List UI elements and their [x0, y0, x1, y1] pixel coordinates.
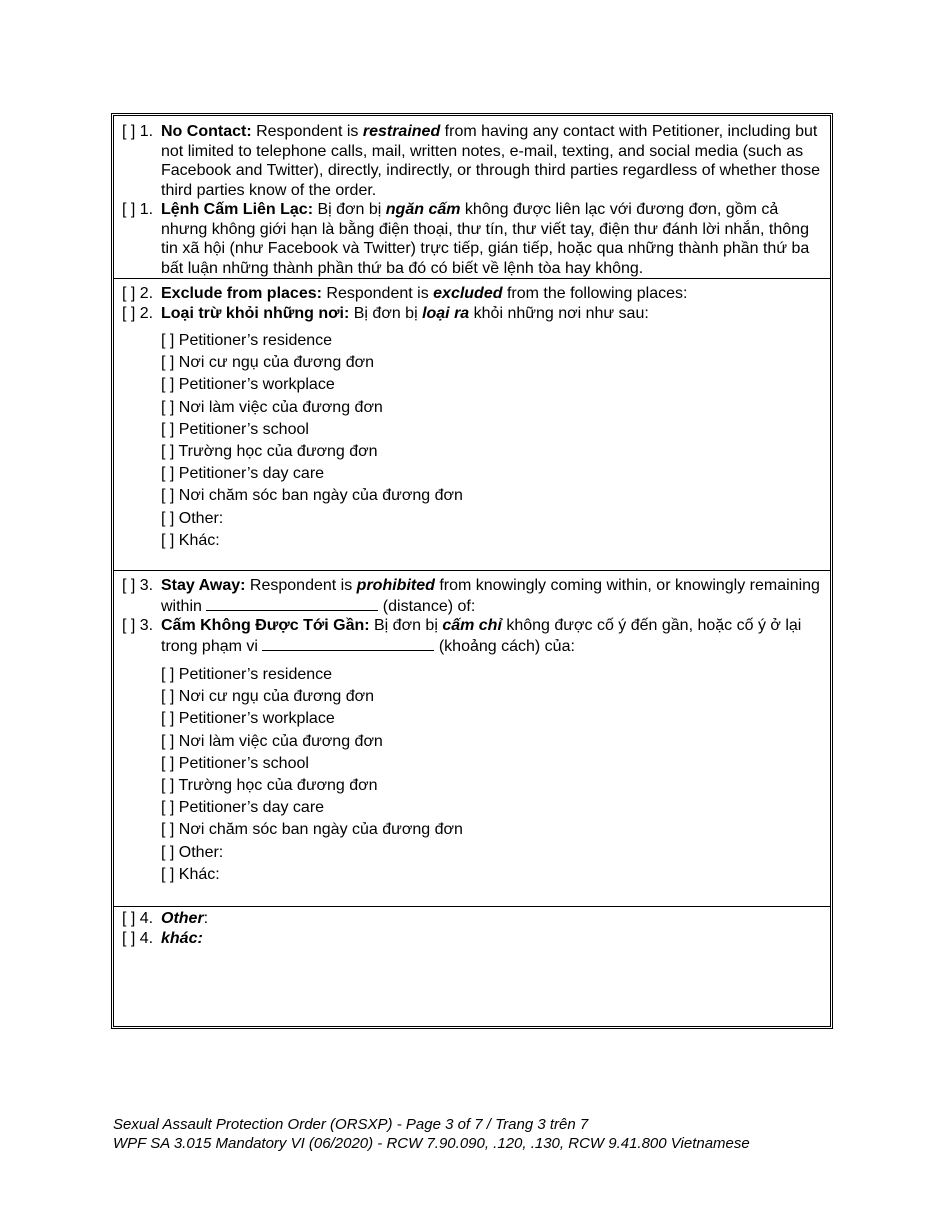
no-contact-title: No Contact:	[161, 123, 252, 140]
text: Respondent is	[251, 123, 363, 140]
checkbox-3-vi[interactable]: [ ] 3.	[122, 617, 154, 634]
checkbox-1-vi[interactable]: [ ] 1.	[122, 201, 154, 218]
no-contact-vietnamese	[122, 200, 824, 278]
place-option[interactable]: [ ] Nơi làm việc của đương đơn	[161, 732, 383, 750]
place-option[interactable]: [ ] Nơi làm việc của đương đơn	[161, 398, 383, 416]
emphasis-restrained: restrained	[362, 123, 441, 140]
place-option[interactable]: [ ] Petitioner’s school	[161, 754, 309, 772]
checkbox-2-en[interactable]: [ ] 2.	[122, 285, 154, 302]
no-contact-english	[122, 122, 824, 200]
place-option[interactable]: [ ] Nơi chăm sóc ban ngày của đương đơn	[161, 821, 463, 839]
checkbox-4-vi[interactable]: [ ] 4.	[122, 929, 154, 947]
text: Bị đơn bị	[369, 617, 443, 634]
footer-form-code: WPF SA 3.015 Mandatory VI (06/2020) - RCW 7.90.090, .120, .130, RCW 9.41.800 Vietnamese	[113, 1135, 750, 1152]
checkbox-3-en[interactable]: [ ] 3.	[122, 577, 154, 594]
place-option[interactable]: [ ] Petitioner’s workplace	[161, 376, 335, 394]
page-footer	[113, 1115, 750, 1153]
section-other	[114, 906, 830, 1026]
checkbox-2-vi[interactable]: [ ] 2.	[122, 304, 154, 322]
footer-title: Sexual Assault Protection Order (ORSXP) - Page 3 of 7 / Trang 3 trên 7	[113, 1116, 589, 1133]
stay-away-places-list	[161, 664, 463, 886]
text: from having any contact with Petitioner, including but not limited to telephone calls, mail, written notes, e-mail, texting, and social media (such as Facebook and Twitter), directly, indirectly, or through third parties regardless of whether those third parties know of the order.	[161, 123, 820, 199]
exclude-vietnamese	[122, 304, 824, 324]
section-exclude	[114, 278, 830, 571]
text: Respondent is	[245, 577, 357, 594]
other-english	[122, 909, 824, 929]
stay-away-title-vi: Cấm Không Được Tới Gần:	[161, 617, 370, 634]
no-contact-item	[122, 122, 824, 278]
text: :	[203, 910, 209, 927]
place-option[interactable]: [ ] Petitioner’s workplace	[161, 710, 335, 728]
text: from knowingly coming within, or knowingly remaining within	[161, 577, 820, 615]
checkbox-1-en[interactable]: [ ] 1.	[122, 123, 154, 140]
text: from the following places:	[502, 285, 688, 302]
text: (distance) of:	[378, 597, 476, 615]
no-contact-title-vi: Lệnh Cấm Liên Lạc:	[161, 201, 314, 218]
text: (khoảng cách) của:	[434, 637, 575, 655]
other-item	[122, 909, 824, 948]
stay-away-vietnamese	[122, 616, 824, 656]
place-option[interactable]: [ ] Petitioner’s residence	[161, 666, 333, 683]
emphasis-prohibited: prohibited	[356, 577, 435, 594]
place-option[interactable]: [ ] Nơi chăm sóc ban ngày của đương đơn	[161, 487, 463, 505]
text: Respondent is	[321, 285, 434, 302]
distance-field[interactable]	[206, 596, 378, 611]
place-option[interactable]: [ ] Khác:	[161, 865, 220, 883]
other-label-vi: khác:	[161, 929, 203, 947]
place-option[interactable]: [ ] Khác:	[161, 531, 220, 549]
stay-away-title: Stay Away:	[161, 577, 246, 594]
place-option[interactable]: [ ] Trường học của đương đơn	[161, 777, 378, 795]
emphasis-ngan-cam: ngăn cấm	[385, 201, 461, 218]
exclude-item	[122, 284, 824, 323]
distance-field-vi[interactable]	[262, 636, 434, 651]
exclude-english	[122, 284, 824, 304]
section-stay-away	[114, 570, 830, 907]
place-option[interactable]: [ ] Nơi cư ngụ của đương đơn	[161, 354, 374, 372]
order-form-box	[111, 113, 833, 1029]
emphasis-loai-ra: loại ra	[422, 304, 470, 322]
exclude-places-list	[161, 330, 463, 552]
place-option[interactable]: [ ] Nơi cư ngụ của đương đơn	[161, 688, 374, 706]
text: Bị đơn bị	[349, 304, 423, 322]
place-option[interactable]: [ ] Petitioner’s day care	[161, 465, 325, 483]
other-label: Other	[161, 910, 204, 927]
text: không được liên lạc với đương đơn, gồm cả nhưng không giới hạn là bằng điện thoại, thư tín, thư viết tay, điện thư đánh lời nhắn, thông tin xã hội (như Facebook và Twitter) trực tiếp, gián tiếp, hoặc qua những thành phần thứ ba bất luận những thành phần thứ ba đó có biết về lệnh tòa hay không.	[161, 201, 810, 277]
place-option[interactable]: [ ] Other:	[161, 843, 224, 861]
exclude-title-vi: Loại trừ khỏi những nơi:	[161, 304, 350, 322]
place-option[interactable]: [ ] Petitioner’s school	[161, 420, 309, 438]
text: không được cố ý đến gần, hoặc cố ý ở lại trong phạm vi	[161, 617, 802, 655]
place-option[interactable]: [ ] Trường học của đương đơn	[161, 443, 378, 461]
place-option[interactable]: [ ] Other:	[161, 509, 224, 527]
other-vietnamese	[122, 929, 824, 949]
emphasis-excluded: excluded	[433, 285, 503, 302]
stay-away-item	[122, 576, 824, 656]
stay-away-english	[122, 576, 824, 616]
emphasis-cam-chi: cấm chỉ	[442, 617, 502, 634]
text: khỏi những nơi như sau:	[469, 304, 649, 322]
checkbox-4-en[interactable]: [ ] 4.	[122, 910, 154, 927]
text: Bị đơn bị	[313, 201, 386, 218]
place-option[interactable]: [ ] Petitioner’s residence	[161, 332, 333, 349]
exclude-title: Exclude from places:	[161, 285, 322, 302]
section-no-contact	[114, 116, 830, 279]
place-option[interactable]: [ ] Petitioner’s day care	[161, 799, 325, 817]
